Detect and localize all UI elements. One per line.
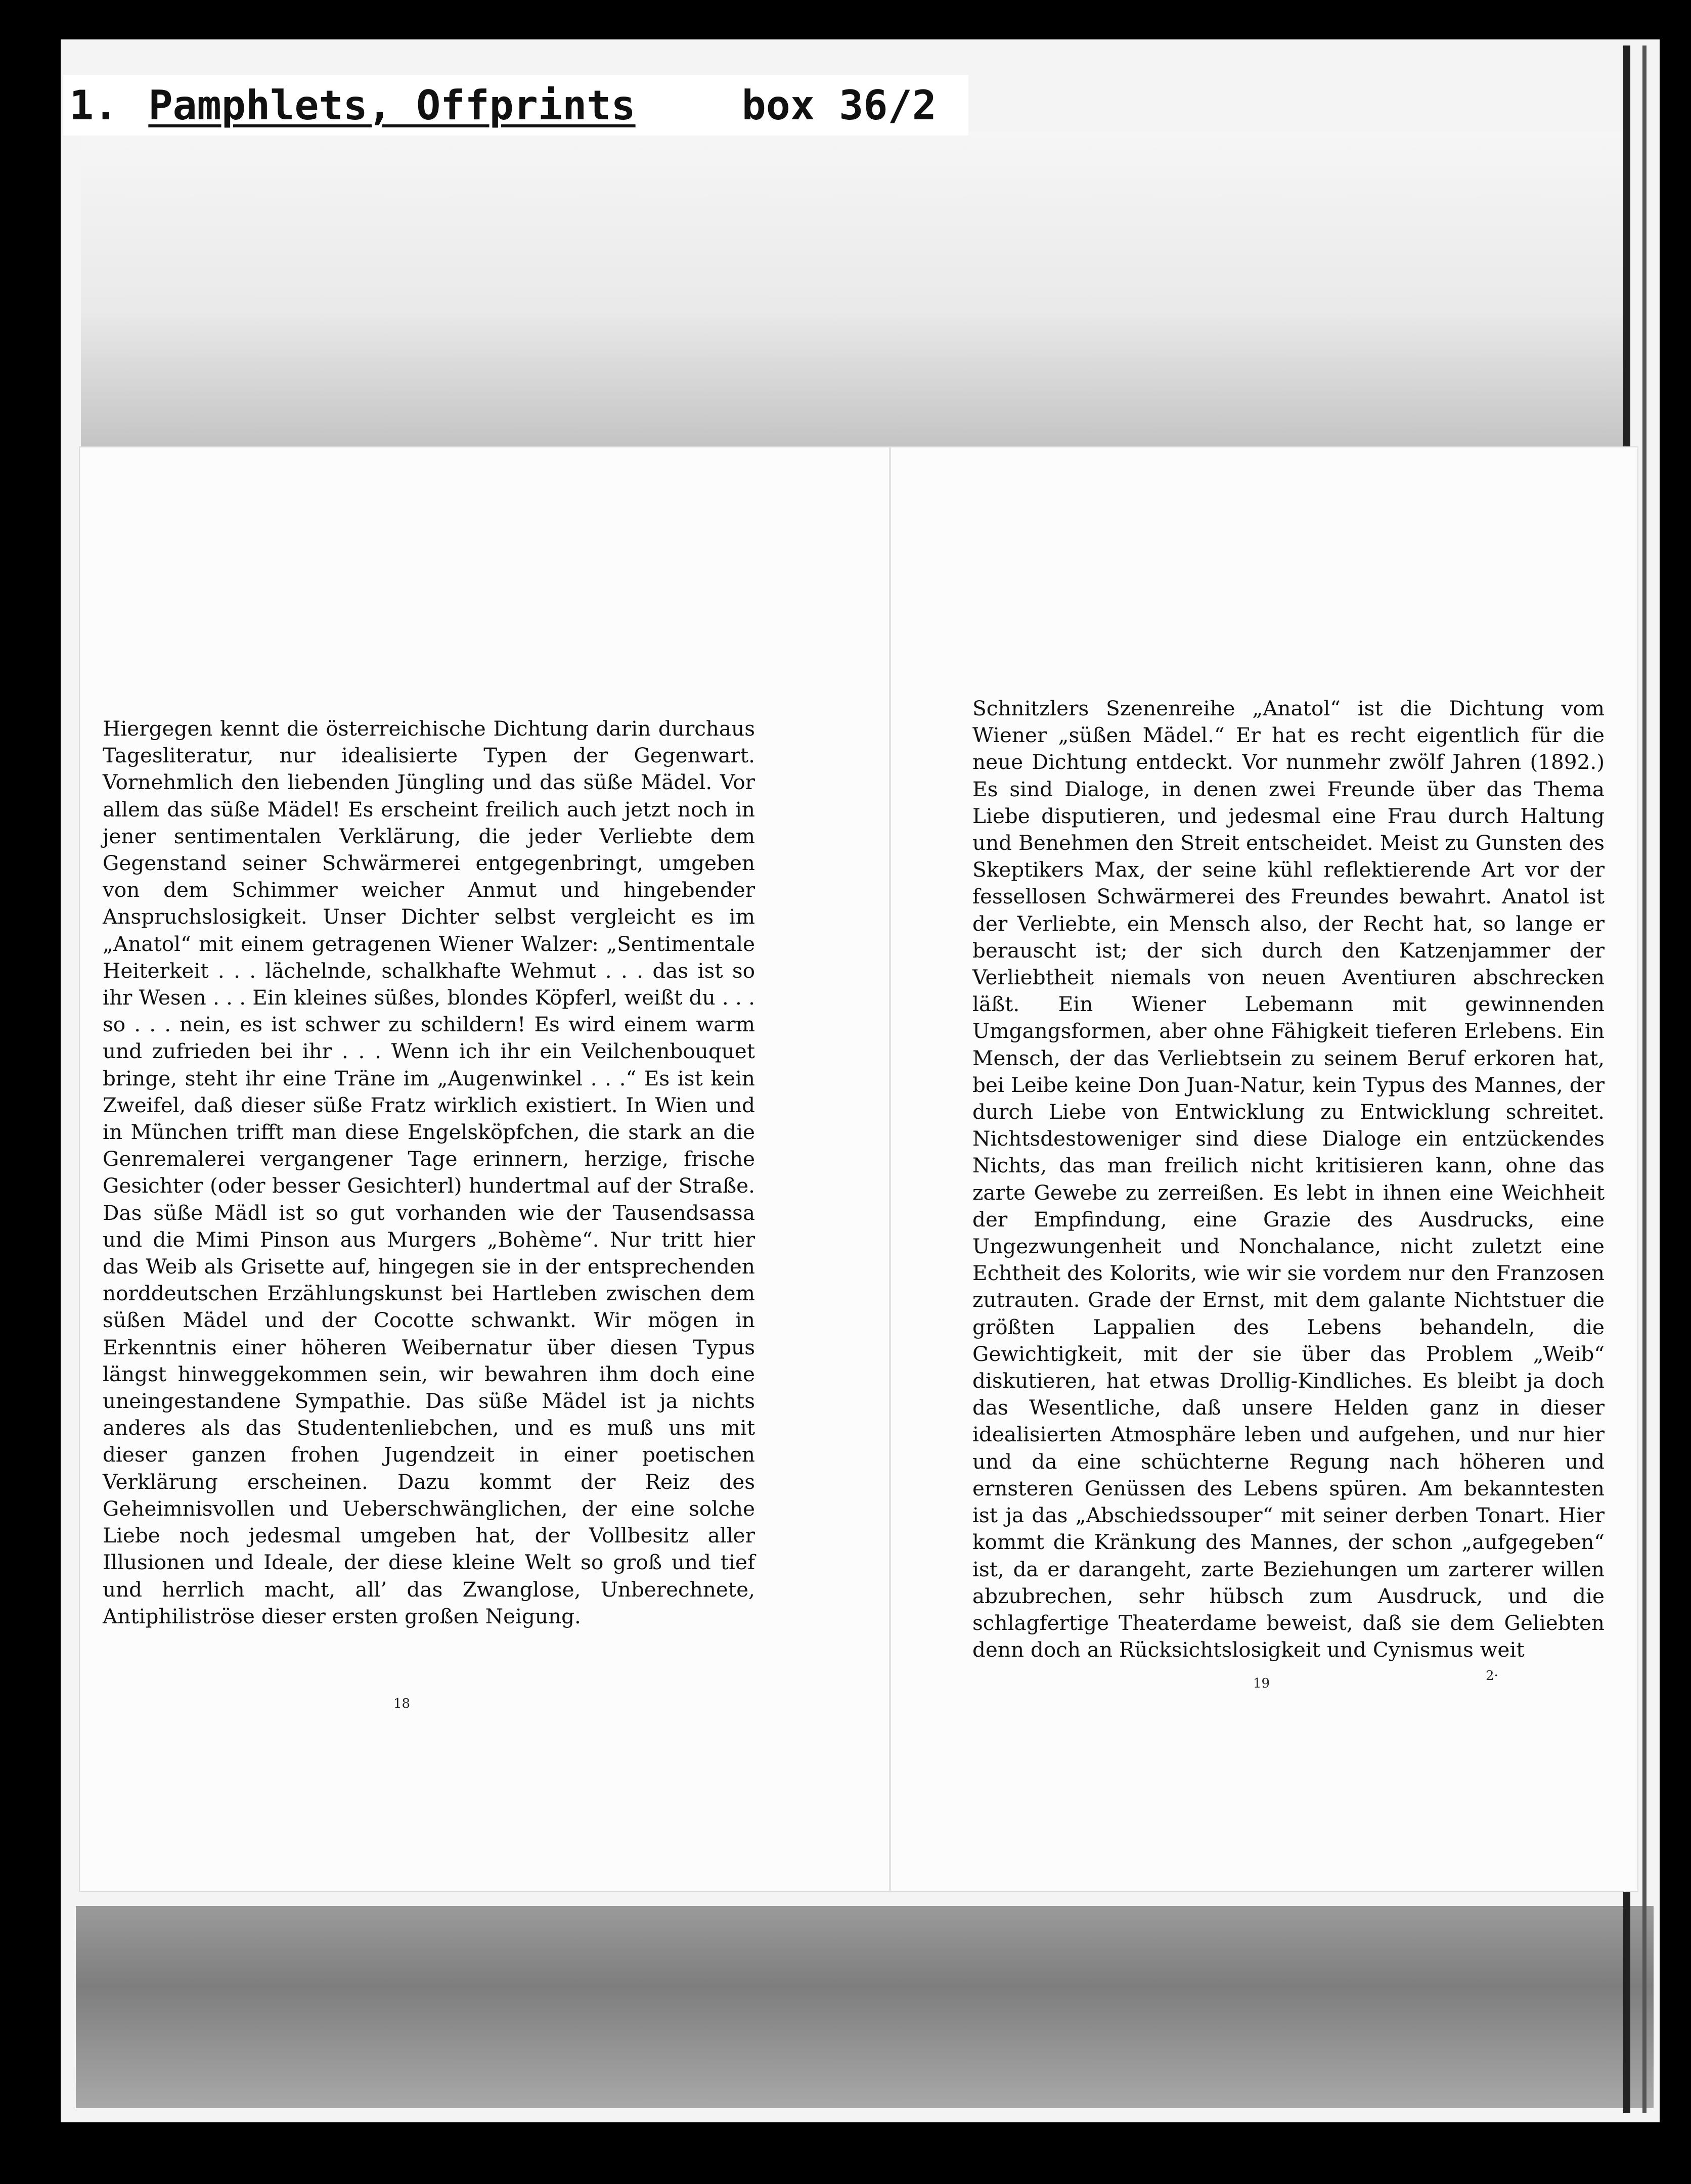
right-margin-mark: 2·	[1486, 1668, 1498, 1684]
right-page-number: 19	[1253, 1676, 1270, 1691]
series-number: 1.	[69, 81, 118, 129]
page-fold	[889, 447, 891, 1891]
folder-bottom-shade	[76, 1906, 1654, 2108]
series-title: Pamphlets, Offprints	[148, 81, 636, 129]
folder-top-shade	[81, 131, 1628, 455]
left-page-text: Hiergegen kennt die österreichische Dichtung darin durchaus Tagesliteratur, nur idealisierte Typen der Gegenwart. Vornehmlich den liebenden Jüngling und das süße Mädel. Vor allem das süße Mädel! Es erscheint freilich auch jetzt noch in jener sentimentalen Verklärung, die jeder Verliebte dem Gegenstand seiner Schwärmerei entgegenbringt, umgeben von dem Schimmer weicher Anmut und hingebender Anspruchslosigkeit. Unser Dichter selbst vergleicht es im „Anatol“ mit einem getragenen Wiener Walzer: „Sentimentale Heiterkeit . . . lächelnde, schalkhafte Wehmut . . . das ist so ihr Wesen . . . Ein kleines süßes, blondes Köpferl, weißt du . . . so . . . nein, es ist schwer zu schildern! Es wird einem warm und zufrieden bei ihr . . . Wenn ich ihr ein Veilchenbouquet bringe, steht ihr eine Träne im „Augenwinkel . . .“ Es ist kein Zweifel, daß dieser süße Fratz wirklich existiert. In Wien und in München trifft man diese Engelsköpfchen, die stark an die Genremalerei vergangener Tage erinnern, herzige, frische Gesichter (oder besser Gesichterl) hundertmal auf der Straße. Das süße Mädl ist so gut vorhanden wie der Tausendsassa und die Mimi Pinson aus Murgers „Bohème“. Nur tritt hier das Weib als Grisette auf, hingegen sie in der entsprechenden norddeutschen Erzählungskunst bei Hartleben zwischen dem süßen Mädel und der Cocotte schwankt. Wir mögen in Erkenntnis einer höheren Weibernatur über diesen Typus längst hinweggekommen sein, wir bewahren ihm doch eine uneingestandene Sympathie. Das süße Mädel ist ja nichts anderes als das Studentenliebchen, und es muß uns mit dieser ganzen frohen Jugendzeit in einer poetischen Verklärung erscheinen. Dazu kommt der Reiz des Geheimnisvollen und Ueberschwänglichen, der eine solche Liebe noch jedesmal umgeben hat, der Vollbesitz aller Illusionen und Ideale, der diese kleine Welt so groß und tief und herrlich macht, all’ das Zwanglose, Unberechnete, Antiphiliströse dieser ersten großen Neigung.	[103, 716, 755, 1628]
offprint-spread	[80, 447, 1637, 1891]
left-page-number: 18	[393, 1696, 411, 1711]
right-page-text: Schnitzlers Szenenreihe „Anatol“ ist die Dichtung vom Wiener „süßen Mädel.“ Er hat es recht eigentlich für die neue Dichtung entdeckt. Vor nunmehr zwölf Jahren (1892.) Es sind Dialoge, in denen zwei Freunde über das Thema Liebe disputieren, und jedesmal eine Frau durch Haltung und Benehmen den Streit entscheidet. Meist zu Gunsten des Skeptikers Max, der seine kühl reflektierende Art vor der fessellosen Schwärmerei des Freundes bewahrt. Anatol ist der Verliebte, ein Mensch also, der Recht hat, so lange er berauscht ist; der sich durch den Katzenjammer der Verliebtheit niemals von neuen Aventiuren abschrecken läßt. Ein Wiener Lebemann mit gewinnenden Umgangsformen, aber ohne Fähigkeit tieferen Erlebens. Ein Mensch, der das Verliebtsein zu seinem Beruf erkoren hat, bei Leibe keine Don Juan-Natur, kein Typus des Mannes, der durch Liebe von Entwicklung zu Entwicklung schreitet. Nichtsdestoweniger sind diese Dialoge ein entzückendes Nichts, das man freilich nicht kritisieren kann, ohne das zarte Gewebe zu zerreißen. Es lebt in ihnen eine Weichheit der Empfindung, eine Grazie des Ausdrucks, eine Ungezwungenheit und Nonchalance, nicht zuletzt eine Echtheit des Kolorits, wie wir sie vordem nur den Franzosen zutrauten. Grade der Ernst, mit dem galante Nichtstuer die größten Lappalien des Lebens behandeln, die Gewichtigkeit, mit der sie über das Problem „Weib“ diskutieren, hat etwas Drollig-Kindliches. Es bleibt ja doch das Wesentliche, daß unsere Helden ganz in dieser idealisierten Atmosphäre leben und aufgehen, und nur hier und da eine schüchterne Regung nach höheren und ernsteren Genüssen des Lebens spüren. Am bekanntesten ist ja das „Abschiedssouper“ mit seiner derben Tonart. Hier kommt die Kränkung des Mannes, der schon „aufgegeben“ ist, da er darangeht, zarte Beziehungen um zarterer willen abzubrechen, sehr hübsch zum Ausdruck, und die schlagfertige Theaterdame beweist, daß sie dem Geliebten denn doch an Rücksichtslosigkeit und Cynismus weit	[972, 696, 1605, 1662]
archive-header-label	[63, 75, 968, 135]
box-label: box 36/2	[741, 81, 937, 129]
folder-right-edge-inner	[1642, 46, 1647, 2113]
